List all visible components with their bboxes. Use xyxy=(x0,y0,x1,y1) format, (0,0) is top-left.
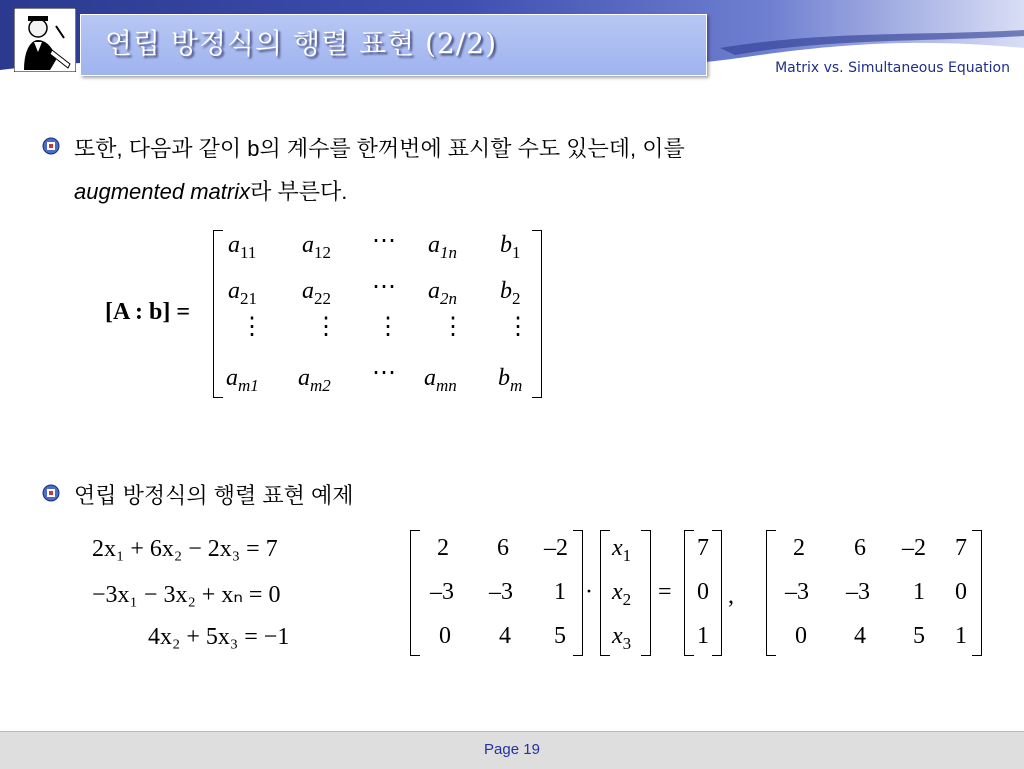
a-cell-11: 2 xyxy=(437,535,449,561)
a-cell-12: 6 xyxy=(497,535,509,561)
aug-cell-dots-1: ⋯ xyxy=(372,228,396,254)
aug-ex-cell-23: 1 xyxy=(913,579,925,605)
section-subtitle: Matrix vs. Simultaneous Equation xyxy=(775,60,1010,76)
bullet-2-text: 연립 방정식의 행렬 표현 예제 xyxy=(74,483,354,508)
vector-x-right-bracket xyxy=(641,530,651,656)
aug-example-left-bracket xyxy=(766,530,776,656)
aug-cell-amn: $a_{mn}$ xyxy=(424,365,457,395)
matrix-a-left-bracket xyxy=(410,530,420,656)
equation-1: 2x₁ + 6x₂ − 2x₃ = 7 xyxy=(92,536,278,562)
aug-vdots-4: ⋮ xyxy=(441,314,465,340)
aug-ex-cell-14: 7 xyxy=(955,535,967,561)
page-number: Page 19 xyxy=(484,741,540,758)
comma-separator: , xyxy=(728,583,734,609)
x-cell-1: $x_1$ xyxy=(612,535,632,565)
aug-cell-a22: $a_{22}$ xyxy=(302,278,331,308)
aug-cell-a12: $a_{12}$ xyxy=(302,232,331,262)
aug-cell-b1: $b_1$ xyxy=(500,232,521,262)
x-cell-2: $x_2$ xyxy=(612,579,632,609)
aug-cell-am2: $a_{m2}$ xyxy=(298,365,331,395)
aug-cell-bm: $b_m$ xyxy=(498,365,523,395)
aug-cell-a21: $a_{21}$ xyxy=(228,278,257,308)
professor-logo-icon xyxy=(14,8,76,72)
augmented-label: [A : b] = xyxy=(105,299,191,325)
augmented-matrix-term: augmented matrix xyxy=(74,179,251,204)
a-cell-13: –2 xyxy=(544,535,568,561)
aug-ex-cell-33: 5 xyxy=(913,623,925,649)
b-cell-2: 0 xyxy=(697,579,709,605)
aug-cell-am1: $a_{m1}$ xyxy=(226,365,259,395)
aug-ex-cell-11: 2 xyxy=(793,535,805,561)
bullet-emblem-icon xyxy=(42,484,60,502)
a-cell-22: –3 xyxy=(489,579,513,605)
aug-ex-cell-34: 1 xyxy=(955,623,967,649)
bullet-1-line-1: 또한, 다음과 같이 b의 계수를 한꺼번에 표시할 수도 있는데, 이를 xyxy=(74,136,685,161)
a-cell-23: 1 xyxy=(554,579,566,605)
b-cell-3: 1 xyxy=(697,623,709,649)
aug-left-bracket xyxy=(213,230,223,398)
equation-3: 4x₂ + 5x₃ = −1 xyxy=(148,624,290,650)
aug-ex-cell-12: 6 xyxy=(854,535,866,561)
aug-vdots-5: ⋮ xyxy=(506,314,530,340)
bullet-1-line-2 xyxy=(74,175,347,206)
aug-right-bracket xyxy=(532,230,542,398)
x-cell-3: $x_3$ xyxy=(612,623,632,653)
bullet-emblem-icon xyxy=(42,137,60,155)
bullet-1-line-2-rest: 라 부른다. xyxy=(250,179,348,204)
aug-ex-cell-22: –3 xyxy=(846,579,870,605)
aug-cell-b2: $b_2$ xyxy=(500,278,521,308)
aug-cell-dots-m: ⋯ xyxy=(372,360,396,386)
aug-ex-cell-13: –2 xyxy=(902,535,926,561)
aug-ex-cell-32: 4 xyxy=(854,623,866,649)
a-cell-21: –3 xyxy=(430,579,454,605)
aug-cell-a1n: $a_{1n}$ xyxy=(428,232,457,262)
vector-x-left-bracket xyxy=(600,530,610,656)
aug-vdots-1: ⋮ xyxy=(240,314,264,340)
equation-2: −3x₁ − 3x₂ + xₙ = 0 xyxy=(92,582,281,608)
page-title: 연립 방정식의 행렬 표현 (2/2) xyxy=(105,27,497,60)
aug-ex-cell-24: 0 xyxy=(955,579,967,605)
aug-vdots-3: ⋮ xyxy=(376,314,400,340)
aug-cell-dots-2: ⋯ xyxy=(372,274,396,300)
equals-sign: = xyxy=(658,579,672,605)
aug-vdots-2: ⋮ xyxy=(314,314,338,340)
a-cell-31: 0 xyxy=(439,623,451,649)
aug-cell-a11: $a_{11}$ xyxy=(228,232,257,262)
multiply-dot: · xyxy=(585,579,593,605)
a-cell-32: 4 xyxy=(499,623,511,649)
aug-ex-cell-21: –3 xyxy=(785,579,809,605)
aug-cell-a2n: $a_{2n}$ xyxy=(428,278,457,308)
b-cell-1: 7 xyxy=(697,535,709,561)
a-cell-33: 5 xyxy=(554,623,566,649)
aug-ex-cell-31: 0 xyxy=(795,623,807,649)
